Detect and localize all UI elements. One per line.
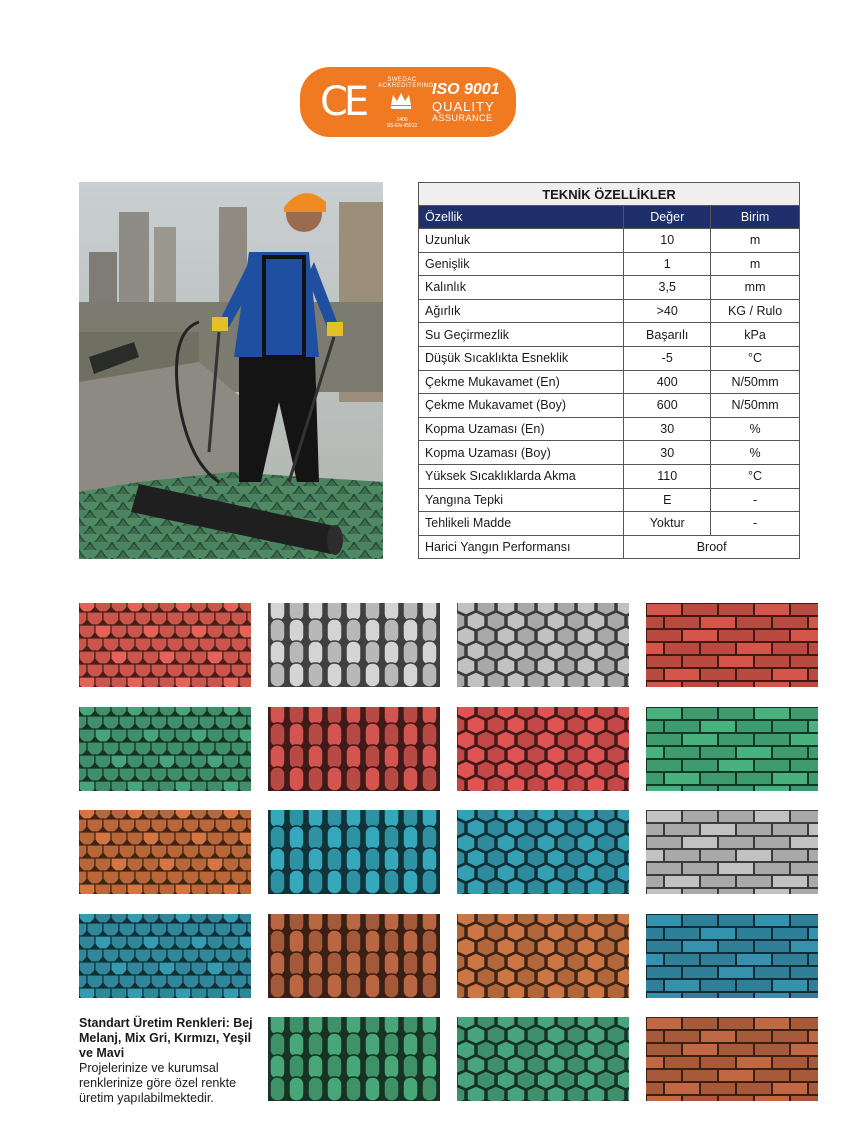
cell-unit: -	[711, 512, 800, 536]
cell-unit: %	[711, 441, 800, 465]
swatch-texture	[646, 707, 818, 791]
iso-line2: QUALITY	[432, 98, 495, 114]
cell-property: Kopma Uzaması (En)	[419, 417, 624, 441]
iso-line1: ISO 9001	[432, 80, 500, 98]
cell-unit: -	[711, 488, 800, 512]
cell-value: 30	[624, 441, 711, 465]
color-swatch-barrel	[268, 810, 440, 894]
cell-value: 3,5	[624, 276, 711, 300]
color-swatch-barrel	[268, 1017, 440, 1101]
swatch-texture	[79, 810, 251, 894]
table-row	[419, 512, 800, 536]
cell-unit: °C	[711, 464, 800, 488]
table-row	[419, 346, 800, 370]
cell-value: 400	[624, 370, 711, 394]
column-header-unit: Birim	[711, 206, 800, 229]
color-swatch-brick	[646, 810, 818, 894]
cell-unit: m	[711, 252, 800, 276]
installation-photo	[79, 182, 383, 559]
table-row	[419, 488, 800, 512]
table-row	[419, 323, 800, 347]
cell-value: 1	[624, 252, 711, 276]
swatch-texture	[268, 1017, 440, 1101]
cell-unit: N/50mm	[711, 394, 800, 418]
seal-code-2: SS-EN 45012	[386, 123, 418, 129]
color-swatch-barrel	[268, 603, 440, 687]
cell-value: -5	[624, 346, 711, 370]
seal-ring-text: SWEDAC ACKREDITERING	[378, 77, 434, 89]
table-row	[419, 252, 800, 276]
color-swatch-barrel	[268, 914, 440, 998]
cell-property: Su Geçirmezlik	[419, 323, 624, 347]
table-row	[419, 299, 800, 323]
cell-property: Çekme Mukavamet (Boy)	[419, 394, 624, 418]
cell-unit: KG / Rulo	[711, 299, 800, 323]
color-swatch-hexagon	[457, 914, 629, 998]
table-row	[419, 464, 800, 488]
cell-unit: %	[711, 417, 800, 441]
cell-value: Broof	[624, 535, 800, 559]
swatch-texture	[646, 603, 818, 687]
table-row	[419, 276, 800, 300]
table-row	[419, 394, 800, 418]
color-swatch-scallop	[79, 603, 251, 687]
cell-value: 10	[624, 229, 711, 253]
color-swatch-scallop	[79, 914, 251, 998]
cell-property: Tehlikeli Madde	[419, 512, 624, 536]
swatch-texture	[268, 914, 440, 998]
ce-mark: CE	[320, 79, 366, 125]
column-header-value: Değer	[624, 206, 711, 229]
colors-note-body: Projelerinize ve kurumsal renklerinize göre özel renkte üretim yapılabilmektedir.	[79, 1061, 237, 1105]
technical-specs-table	[418, 182, 800, 559]
cell-property: Genişlik	[419, 252, 624, 276]
cell-unit: N/50mm	[711, 370, 800, 394]
seal-code-1: 1400	[396, 117, 408, 123]
cell-value: E	[624, 488, 711, 512]
cell-property: Ağırlık	[419, 299, 624, 323]
swatch-texture	[457, 603, 629, 687]
crown-icon	[390, 91, 412, 109]
certification-badge	[300, 67, 516, 137]
iso-line3: ASSURANCE	[432, 112, 493, 123]
cell-property: Düşük Sıcaklıkta Esneklik	[419, 346, 624, 370]
column-header-property: Özellik	[419, 206, 624, 229]
table-row	[419, 370, 800, 394]
swatch-texture	[268, 707, 440, 791]
cell-unit: mm	[711, 276, 800, 300]
cell-unit: kPa	[711, 323, 800, 347]
color-swatch-brick	[646, 707, 818, 791]
iso-mark	[432, 82, 500, 123]
cell-value: 30	[624, 417, 711, 441]
cell-property: Yüksek Sıcaklıklarda Akma	[419, 464, 624, 488]
cell-value: 110	[624, 464, 711, 488]
swatch-texture	[646, 914, 818, 998]
table-row	[419, 441, 800, 465]
cell-unit: m	[711, 229, 800, 253]
swatch-texture	[268, 603, 440, 687]
swedac-seal	[378, 77, 434, 129]
table-body	[419, 229, 800, 536]
swatch-texture	[646, 810, 818, 894]
table-header-row	[419, 206, 800, 229]
seal-code	[378, 117, 426, 129]
cell-value: Başarılı	[624, 323, 711, 347]
cell-property: Kalınlık	[419, 276, 624, 300]
color-swatch-hexagon	[457, 707, 629, 791]
cell-value: Yoktur	[624, 512, 711, 536]
cell-unit: °C	[711, 346, 800, 370]
table-row	[419, 229, 800, 253]
cell-value: 600	[624, 394, 711, 418]
swatch-texture	[457, 914, 629, 998]
swatch-texture	[457, 810, 629, 894]
cell-property: Harici Yangın Performansı	[419, 535, 624, 559]
cell-value: >40	[624, 299, 711, 323]
color-swatch-brick	[646, 1017, 818, 1101]
swatch-texture	[79, 603, 251, 687]
cell-property: Yangına Tepki	[419, 488, 624, 512]
color-swatch-hexagon	[457, 810, 629, 894]
color-swatch-hexagon	[457, 603, 629, 687]
color-swatch-brick	[646, 603, 818, 687]
swatch-texture	[79, 914, 251, 998]
table-row	[419, 417, 800, 441]
color-swatch-scallop	[79, 707, 251, 791]
cell-property: Çekme Mukavamet (En)	[419, 370, 624, 394]
cell-property: Kopma Uzaması (Boy)	[419, 441, 624, 465]
colors-note-title: Standart Üretim Renkleri: Bej Melanj, Mix Gri, Kırmızı, Yeşil ve Mavi	[79, 1016, 253, 1060]
swatch-texture	[79, 707, 251, 791]
swatch-texture	[268, 810, 440, 894]
swatch-texture	[646, 1017, 818, 1101]
table-row	[419, 535, 800, 559]
installation-photo-illustration	[79, 182, 383, 559]
swatch-texture	[457, 1017, 629, 1101]
color-swatch-brick	[646, 914, 818, 998]
cell-property: Uzunluk	[419, 229, 624, 253]
table-caption: TEKNİK ÖZELLİKLER	[419, 183, 800, 206]
standard-colors-note	[79, 1016, 264, 1106]
color-swatch-barrel	[268, 707, 440, 791]
color-swatch-scallop	[79, 810, 251, 894]
color-swatch-hexagon	[457, 1017, 629, 1101]
swatch-texture	[457, 707, 629, 791]
